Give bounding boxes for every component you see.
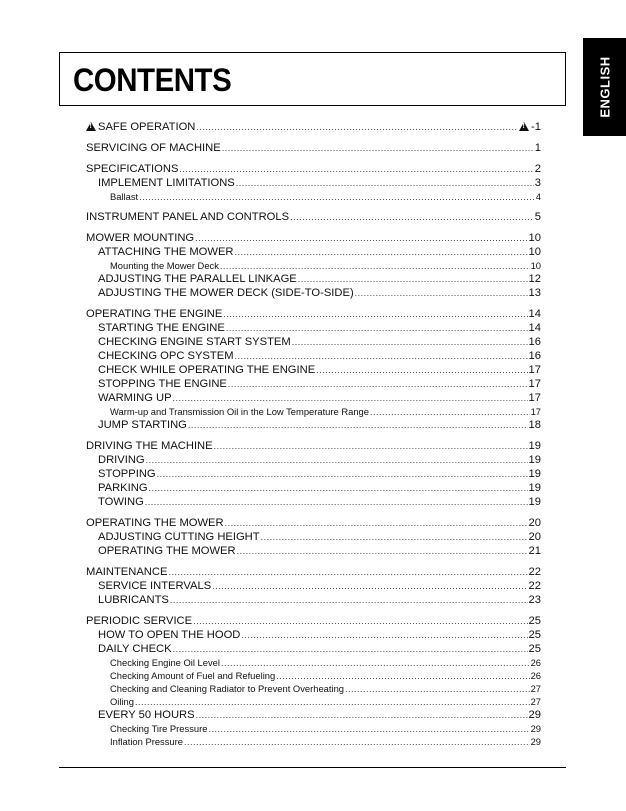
toc-entry[interactable] (86, 162, 541, 176)
toc-entry-text: OPERATING THE ENGINE (86, 308, 223, 320)
toc-entry-text: MAINTENANCE (86, 566, 168, 578)
toc-entry-text: LUBRICANTS (98, 594, 169, 606)
toc-entry-label (86, 141, 221, 155)
toc-entry-text: Warm-up and Transmission Oil in the Low Temperature Range (110, 406, 369, 417)
dot-leader (214, 439, 528, 453)
toc-entry-label (98, 495, 144, 509)
dot-leader (223, 307, 527, 321)
toc-page-number (531, 682, 541, 695)
toc-entry-text: Checking Engine Oil Level (110, 657, 220, 668)
toc-entry[interactable] (86, 377, 541, 391)
toc-page-number (531, 695, 541, 708)
dot-leader (139, 190, 535, 204)
toc-page-text: 29 (530, 723, 541, 734)
dot-leader (316, 363, 527, 377)
language-tab (583, 38, 626, 136)
toc-entry-label (86, 307, 222, 321)
toc-page-number (529, 530, 541, 544)
toc-entry-text: SAFE OPERATION (98, 121, 196, 133)
toc-entry[interactable] (86, 349, 541, 363)
toc-entry[interactable] (86, 176, 541, 190)
toc-entry-text: TOWING (98, 496, 144, 508)
toc-entry-text: HOW TO OPEN THE HOOD (98, 629, 241, 641)
toc-page-text: 25 (528, 629, 541, 641)
toc-entry[interactable] (86, 321, 541, 335)
toc-page-text: 27 (530, 683, 541, 694)
dot-leader (298, 272, 528, 286)
toc-entry-text: PARKING (98, 482, 148, 494)
toc-section (86, 141, 541, 155)
toc-entry-label (98, 453, 145, 467)
toc-page-text: 16 (528, 336, 541, 348)
toc-page-number (531, 735, 541, 748)
toc-entry[interactable] (86, 695, 541, 708)
toc-page-number (535, 176, 541, 190)
toc-entry-label (110, 190, 138, 203)
toc-entry[interactable] (86, 210, 541, 224)
toc-entry-label (98, 544, 236, 558)
toc-page-number (529, 349, 541, 363)
toc-section (86, 516, 541, 558)
toc-entry-label (98, 363, 315, 377)
toc-page-text: 26 (530, 657, 541, 668)
toc-page-text: 19 (528, 454, 541, 466)
toc-page-text: 10 (528, 232, 541, 244)
toc-entry-text: SERVICE INTERVALS (98, 580, 212, 592)
dot-leader (235, 245, 528, 259)
toc-page-text: 12 (528, 273, 541, 285)
dot-leader (173, 642, 528, 656)
toc-page-text: 21 (528, 545, 541, 557)
dot-leader (276, 669, 529, 683)
toc-page-text: 3 (534, 177, 541, 189)
toc-entry[interactable] (86, 656, 541, 669)
toc-entry-label (98, 530, 260, 544)
toc-entry[interactable] (86, 669, 541, 682)
toc-entry-text: Checking and Cleaning Radiator to Prevent Overheating (110, 683, 344, 694)
dot-leader (193, 614, 527, 628)
toc-entry-label (98, 467, 156, 481)
toc-entry-label (98, 176, 235, 190)
dot-leader (355, 286, 528, 300)
dot-leader (195, 231, 527, 245)
toc-entry-label (110, 259, 219, 272)
toc-entry-label (110, 722, 207, 735)
toc-entry-label (86, 162, 178, 176)
toc-page-text: 26 (530, 670, 541, 681)
toc-page-number (531, 656, 541, 669)
dot-leader (146, 453, 528, 467)
toc-page-number (529, 439, 541, 453)
toc-entry-text: MOWER MOUNTING (86, 232, 195, 244)
toc-entry-label (86, 565, 167, 579)
dot-leader (221, 656, 530, 670)
toc-entry-text: Inflation Pressure (110, 736, 183, 747)
dot-leader (170, 593, 528, 607)
language-tab-label: ENGLISH (597, 56, 612, 118)
dot-leader (208, 722, 529, 736)
toc-section (86, 231, 541, 300)
toc-entry-label (98, 708, 195, 722)
toc-entry-label (98, 579, 211, 593)
toc-page-text: 17 (530, 406, 541, 417)
toc-entry[interactable] (86, 272, 541, 286)
toc-page-number (529, 642, 541, 656)
dot-leader (188, 418, 528, 432)
toc-page-text: 29 (528, 709, 541, 721)
toc-page-number (529, 231, 541, 245)
dot-leader (241, 628, 527, 642)
toc-entry-label (86, 231, 194, 245)
toc-entry-text: STARTING THE ENGINE (98, 322, 225, 334)
toc-entry-text: DRIVING THE MACHINE (86, 440, 213, 452)
toc-page-number (531, 669, 541, 682)
toc-entry-text: STOPPING (98, 468, 156, 480)
toc-page-number (529, 335, 541, 349)
dot-leader (236, 176, 534, 190)
contents-title-box (59, 52, 566, 106)
toc-entry-text: ADJUSTING CUTTING HEIGHT (98, 531, 260, 543)
toc-entry-label (98, 349, 234, 363)
toc-entry-text: CHECK WHILE OPERATING THE ENGINE (98, 364, 316, 376)
toc-entry-label (86, 614, 192, 628)
toc-entry[interactable] (86, 391, 541, 405)
dot-leader (184, 735, 530, 749)
toc-page-number (529, 593, 541, 607)
toc-entry[interactable] (86, 722, 541, 735)
toc-entry[interactable] (86, 467, 541, 481)
toc-entry[interactable] (86, 735, 541, 748)
dot-leader (235, 349, 528, 363)
toc-entry-text: Checking Tire Pressure (110, 723, 208, 734)
toc-entry-label (86, 439, 213, 453)
dot-leader (179, 162, 533, 176)
toc-page-number (529, 495, 541, 509)
dot-leader (149, 481, 528, 495)
toc-page-number (529, 516, 541, 530)
toc-entry[interactable] (86, 593, 541, 607)
dot-leader (212, 579, 527, 593)
toc-entry-label (110, 669, 275, 682)
toc-entry[interactable] (86, 530, 541, 544)
page-title: CONTENTS (73, 62, 232, 98)
toc-page-text: 5 (534, 211, 541, 223)
toc-page-text: 10 (530, 260, 541, 271)
dot-leader (292, 335, 528, 349)
toc-page-text: 19 (528, 440, 541, 452)
toc-entry-label (86, 516, 224, 530)
toc-entry[interactable] (86, 708, 541, 722)
dot-leader (237, 544, 528, 558)
toc-entry-text: Ballast (110, 191, 139, 202)
toc-page-text: 2 (534, 163, 541, 175)
toc-page-text: 14 (528, 322, 541, 334)
toc-entry[interactable] (86, 418, 541, 432)
toc-page-number (536, 190, 541, 203)
toc-entry[interactable] (86, 495, 541, 509)
toc-entry-text: EVERY 50 HOURS (98, 709, 195, 721)
toc-entry-text: Checking Amount of Fuel and Refueling (110, 670, 276, 681)
toc-page-number (531, 722, 541, 735)
toc-page-text: 18 (528, 419, 541, 431)
dot-leader (145, 495, 528, 509)
dot-leader (157, 467, 528, 481)
dot-leader (345, 682, 530, 696)
toc-entry-label (98, 335, 291, 349)
toc-entry-text: OPERATING THE MOWER (86, 517, 224, 529)
toc-entry-text: STOPPING THE ENGINE (98, 378, 227, 390)
toc-entry[interactable] (86, 628, 541, 642)
toc-page-text: 25 (528, 643, 541, 655)
dot-leader (220, 259, 530, 273)
toc-entry[interactable] (86, 363, 541, 377)
toc-entry-label (110, 405, 369, 418)
toc-entry-text: ADJUSTING THE MOWER DECK (SIDE-TO-SIDE) (98, 287, 354, 299)
toc-entry[interactable] (86, 286, 541, 300)
toc-entry[interactable] (86, 439, 541, 453)
toc-entry-label (98, 593, 169, 607)
toc-page-number (519, 120, 541, 134)
toc-entry-label (110, 682, 344, 695)
toc-entry-label (98, 628, 240, 642)
toc-section (86, 120, 541, 134)
toc-page-text: 27 (530, 696, 541, 707)
toc-entry-text: JUMP STARTING (98, 419, 187, 431)
warning-triangle-icon (86, 122, 96, 131)
toc-page-text: 16 (528, 350, 541, 362)
toc-section (86, 210, 541, 224)
toc-page-text: 20 (528, 531, 541, 543)
toc-entry-text: INSTRUMENT PANEL AND CONTROLS (86, 211, 290, 223)
toc-page-number (529, 286, 541, 300)
toc-entry-label (98, 642, 172, 656)
toc-page-number (529, 453, 541, 467)
toc-entry[interactable] (86, 565, 541, 579)
toc-entry[interactable] (86, 453, 541, 467)
dot-leader (290, 210, 534, 224)
toc-entry-text: ATTACHING THE MOWER (98, 246, 234, 258)
toc-entry[interactable] (86, 231, 541, 245)
toc-entry-label (98, 321, 225, 335)
toc-section (86, 439, 541, 509)
dot-leader (196, 708, 528, 722)
dot-leader (228, 377, 528, 391)
toc-entry[interactable] (86, 579, 541, 593)
bottom-divider (59, 767, 566, 768)
toc-page-text: 10 (528, 246, 541, 258)
dot-leader (168, 565, 527, 579)
dot-leader (261, 530, 528, 544)
toc-page-text: 13 (528, 287, 541, 299)
toc-page-text: 25 (528, 615, 541, 627)
toc-entry[interactable] (86, 481, 541, 495)
toc-entry[interactable] (86, 307, 541, 321)
toc-page-text: 19 (528, 496, 541, 508)
toc-page-number (531, 405, 541, 418)
toc-entry[interactable] (86, 190, 541, 203)
toc-entry[interactable] (86, 642, 541, 656)
toc-page-number (529, 307, 541, 321)
toc-entry-text: Mounting the Mower Deck (110, 260, 219, 271)
warning-triangle-icon (519, 122, 529, 131)
toc-entry-label (110, 735, 183, 748)
toc-page-number (535, 162, 541, 176)
toc-page-number (531, 259, 541, 272)
toc-entry[interactable] (86, 335, 541, 349)
toc-entry[interactable] (86, 259, 541, 272)
toc-entry-label (98, 272, 297, 286)
toc-page-number (529, 579, 541, 593)
table-of-contents (86, 120, 541, 755)
toc-page-number (529, 614, 541, 628)
toc-page-number (529, 272, 541, 286)
toc-entry-text: OPERATING THE MOWER (98, 545, 236, 557)
toc-page-text: 1 (534, 142, 541, 154)
toc-page-text: 22 (528, 580, 541, 592)
toc-entry-text: SPECIFICATIONS (86, 163, 179, 175)
toc-entry-label (110, 695, 134, 708)
toc-entry-text: DRIVING (98, 454, 145, 466)
toc-entry-text: Oiling (110, 696, 134, 707)
dot-leader (173, 391, 528, 405)
toc-entry-text: IMPLEMENT LIMITATIONS (98, 177, 235, 189)
toc-page-text: 17 (528, 364, 541, 376)
toc-page-number (529, 628, 541, 642)
toc-page-text: 22 (528, 566, 541, 578)
toc-page-text: 4 (535, 191, 541, 202)
toc-entry[interactable] (86, 120, 541, 134)
toc-entry-label (98, 418, 187, 432)
toc-page-text: -1 (531, 121, 541, 133)
dot-leader (196, 120, 518, 134)
toc-page-text: 29 (530, 736, 541, 747)
toc-page-number (529, 708, 541, 722)
toc-entry-text: DAILY CHECK (98, 643, 172, 655)
toc-page-text: 23 (528, 594, 541, 606)
toc-entry-label (98, 286, 354, 300)
toc-page-number (529, 391, 541, 405)
toc-entry[interactable] (86, 516, 541, 530)
toc-entry[interactable] (86, 405, 541, 418)
toc-page-number (529, 321, 541, 335)
toc-entry-text: WARMING UP (98, 392, 172, 404)
toc-page-text: 19 (528, 468, 541, 480)
dot-leader (225, 516, 528, 530)
toc-page-number (529, 363, 541, 377)
toc-page-number (529, 565, 541, 579)
toc-section (86, 614, 541, 748)
toc-entry[interactable] (86, 245, 541, 259)
toc-section (86, 307, 541, 432)
toc-entry-label (110, 656, 220, 669)
dot-leader (222, 141, 534, 155)
toc-section (86, 565, 541, 607)
toc-page-number (529, 481, 541, 495)
toc-entry[interactable] (86, 544, 541, 558)
toc-page-number (529, 544, 541, 558)
toc-entry-text: SERVICING OF MACHINE (86, 142, 221, 154)
toc-entry-label (86, 120, 195, 134)
toc-page-number (535, 141, 541, 155)
toc-page-text: 19 (528, 482, 541, 494)
toc-section (86, 162, 541, 203)
toc-entry-text: CHECKING ENGINE START SYSTEM (98, 336, 291, 348)
toc-page-text: 14 (528, 308, 541, 320)
toc-entry-text: CHECKING OPC SYSTEM (98, 350, 234, 362)
toc-page-number (529, 245, 541, 259)
toc-page-number (529, 467, 541, 481)
toc-page-text: 20 (528, 517, 541, 529)
toc-entry[interactable] (86, 614, 541, 628)
toc-entry[interactable] (86, 682, 541, 695)
dot-leader (135, 695, 530, 709)
toc-entry-text: PERIODIC SERVICE (86, 615, 193, 627)
toc-page-number (535, 210, 541, 224)
toc-entry-label (86, 210, 289, 224)
toc-entry-text: ADJUSTING THE PARALLEL LINKAGE (98, 273, 297, 285)
toc-entry-label (98, 391, 172, 405)
toc-entry-label (98, 245, 234, 259)
toc-page-text: 17 (528, 392, 541, 404)
toc-page-number (529, 418, 541, 432)
toc-page-number (529, 377, 541, 391)
toc-entry[interactable] (86, 141, 541, 155)
dot-leader (226, 321, 528, 335)
toc-entry-label (98, 377, 227, 391)
dot-leader (370, 405, 530, 419)
toc-page-text: 17 (528, 378, 541, 390)
toc-entry-label (98, 481, 148, 495)
